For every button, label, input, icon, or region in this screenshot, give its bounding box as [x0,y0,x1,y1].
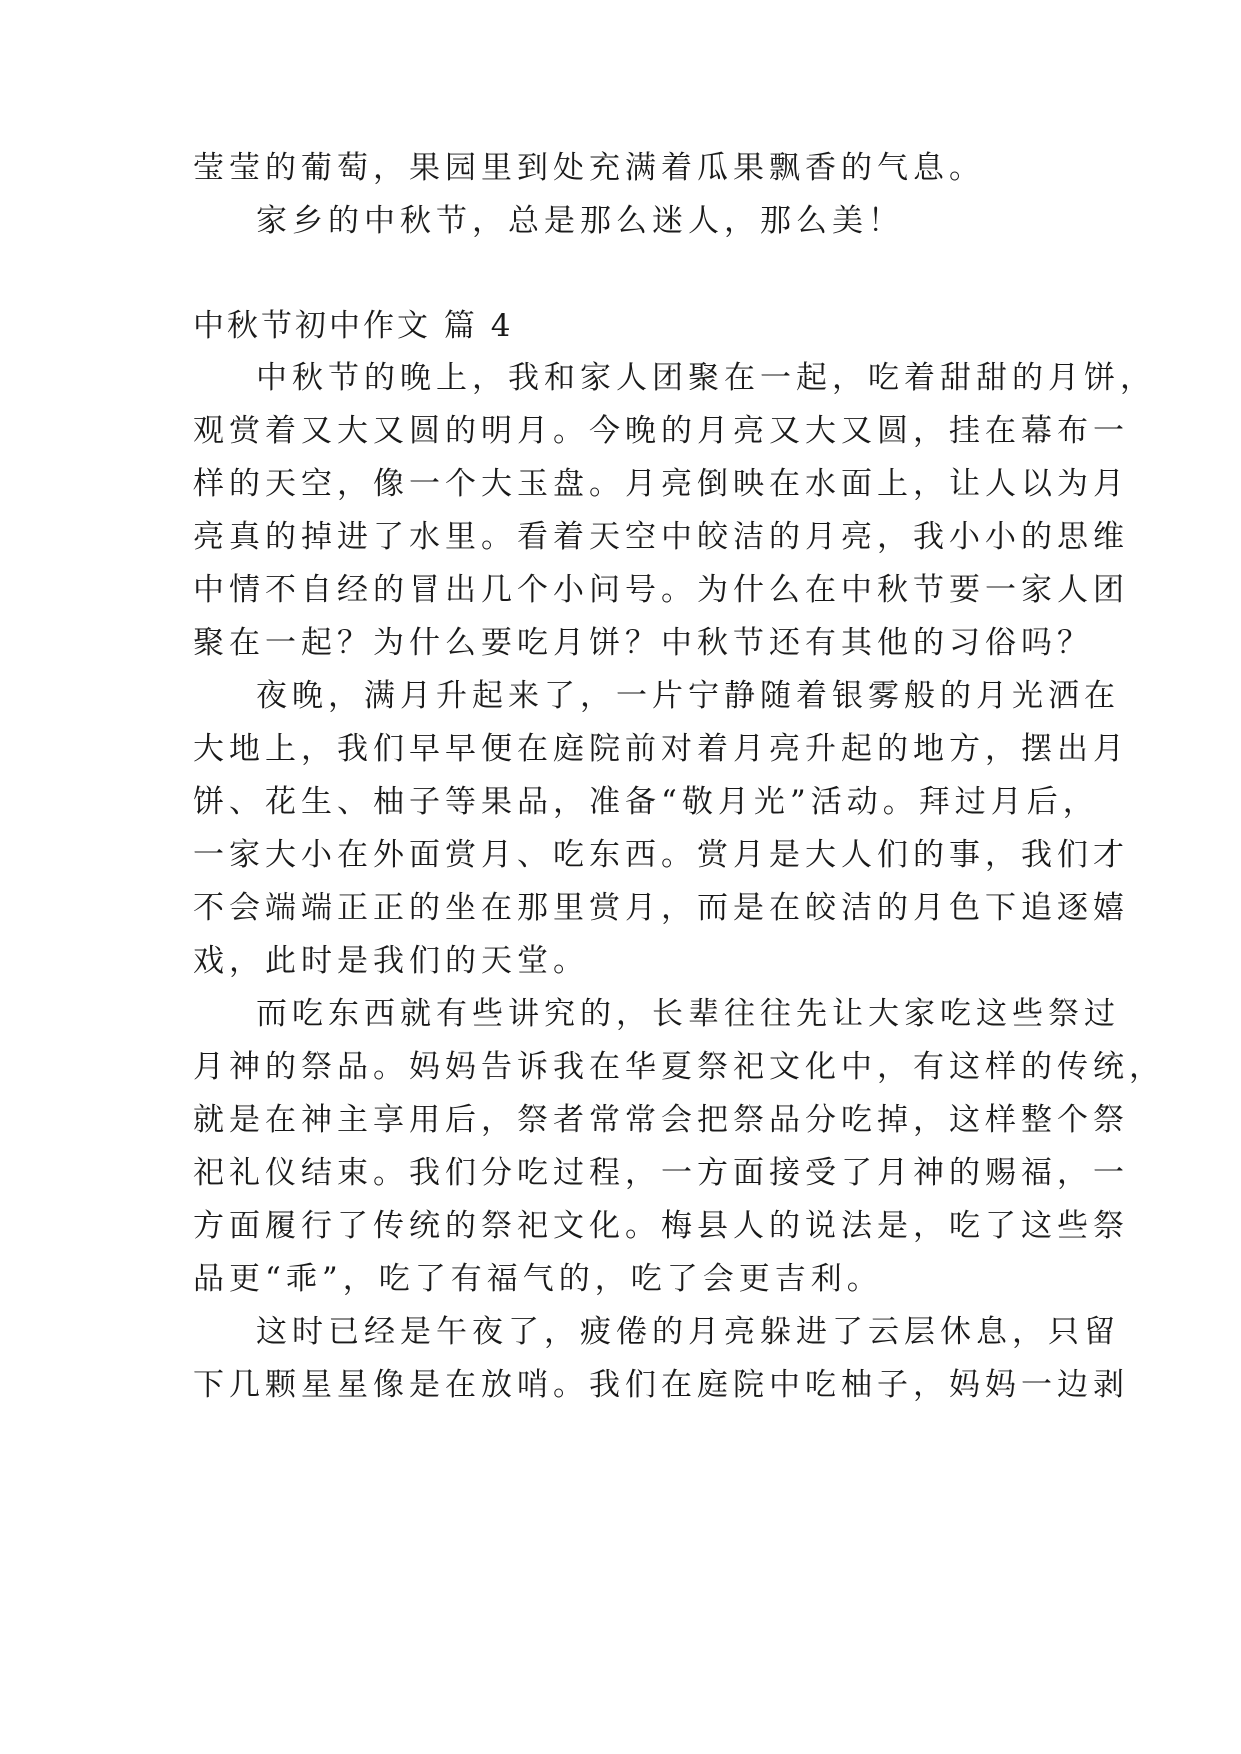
paragraph-line: 而吃东西就有些讲究的，长辈往往先让大家吃这些祭过 [256,996,1120,1032]
paragraph-line: 一家大小在外面赏月、吃东西。赏月是大人们的事，我们才 [193,837,1129,873]
paragraph-line: 不会端端正正的坐在那里赏月，而是在皎洁的月色下追逐嬉 [193,890,1129,926]
paragraph-line: 方面履行了传统的祭祀文化。梅县人的说法是，吃了这些祭 [193,1208,1129,1244]
paragraph-line: 就是在神主享用后，祭者常常会把祭品分吃掉，这样整个祭 [193,1102,1129,1138]
paragraph-line: 亮真的掉进了水里。看着天空中皎洁的月亮，我小小的思维 [193,519,1129,555]
prev-tail-line: 家乡的中秋节，总是那么迷人，那么美！ [256,203,904,239]
paragraph-line: 观赏着又大又圆的明月。今晚的月亮又大又圆，挂在幕布一 [193,413,1129,449]
paragraph-line: 夜晚，满月升起来了，一片宁静随着银雾般的月光洒在 [256,678,1120,714]
paragraph-line: 月神的祭品。妈妈告诉我在华夏祭祀文化中，有这样的传统， [193,1049,1165,1085]
paragraph-line: 下几颗星星像是在放哨。我们在庭院中吃柚子，妈妈一边剥 [193,1367,1129,1403]
paragraph-line: 大地上，我们早早便在庭院前对着月亮升起的地方，摆出月 [193,731,1129,767]
paragraph-line: 祀礼仪结束。我们分吃过程，一方面接受了月神的赐福，一 [193,1155,1129,1191]
paragraph-line: 中情不自经的冒出几个小问号。为什么在中秋节要一家人团 [193,572,1129,608]
paragraph-line: 品更“乖”，吃了有福气的，吃了会更吉利。 [193,1261,883,1297]
paragraph-line: 饼、花生、柚子等果品，准备“敬月光”活动。拜过月后， [193,784,1099,820]
paragraph-line: 中秋节的晚上，我和家人团聚在一起，吃着甜甜的月饼， [256,360,1156,396]
paragraph-line: 这时已经是午夜了，疲倦的月亮躲进了云层休息，只留 [256,1314,1120,1350]
paragraph-line: 样的天空，像一个大玉盘。月亮倒映在水面上，让人以为月 [193,466,1129,502]
prev-tail-line: 莹莹的葡萄，果园里到处充满着瓜果飘香的气息。 [193,150,985,186]
paragraph-line: 聚在一起？为什么要吃月饼？中秋节还有其他的习俗吗？ [193,625,1093,661]
paragraph-line: 戏，此时是我们的天堂。 [193,943,589,979]
section-heading: 中秋节初中作文 篇 4 [193,308,514,344]
